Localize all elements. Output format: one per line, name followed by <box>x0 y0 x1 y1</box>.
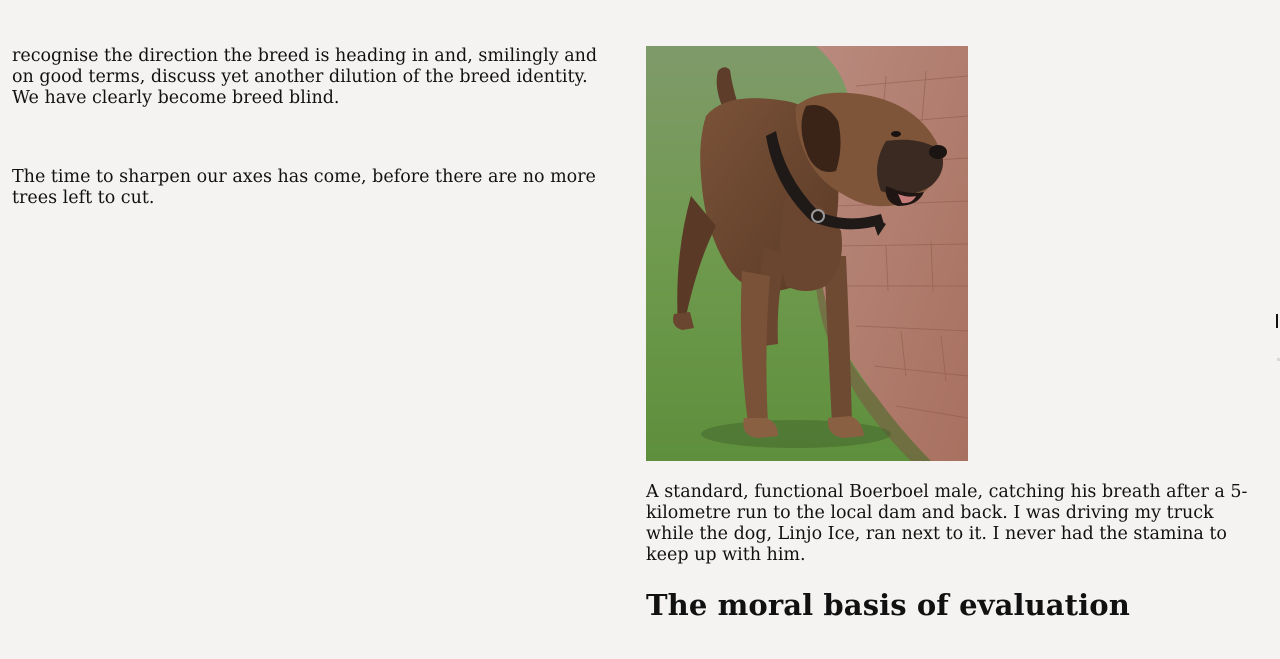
section-heading: The moral basis of evaluation <box>646 588 1130 622</box>
body-paragraph: recognise the direction the breed is heading in and, smilingly and on good terms, discuss yet another dilution of the breed identity. We have clearly become breed blind. <box>12 46 598 108</box>
boerboel-dog-photo <box>646 46 968 461</box>
text-cursor-icon <box>1276 314 1278 328</box>
right-column <box>646 46 1261 622</box>
left-column <box>12 46 610 209</box>
body-paragraph: The time to sharpen our axes has come, before there are no more trees left to cut. <box>12 167 596 208</box>
figure-caption: A standard, functional Boerboel male, catching his breath after a 5-kilometre run to the local dam and back. I was driving my truck while the dog, Linjo Ice, ran next to it. I never had the stamina to keep up with him. <box>646 482 1248 565</box>
